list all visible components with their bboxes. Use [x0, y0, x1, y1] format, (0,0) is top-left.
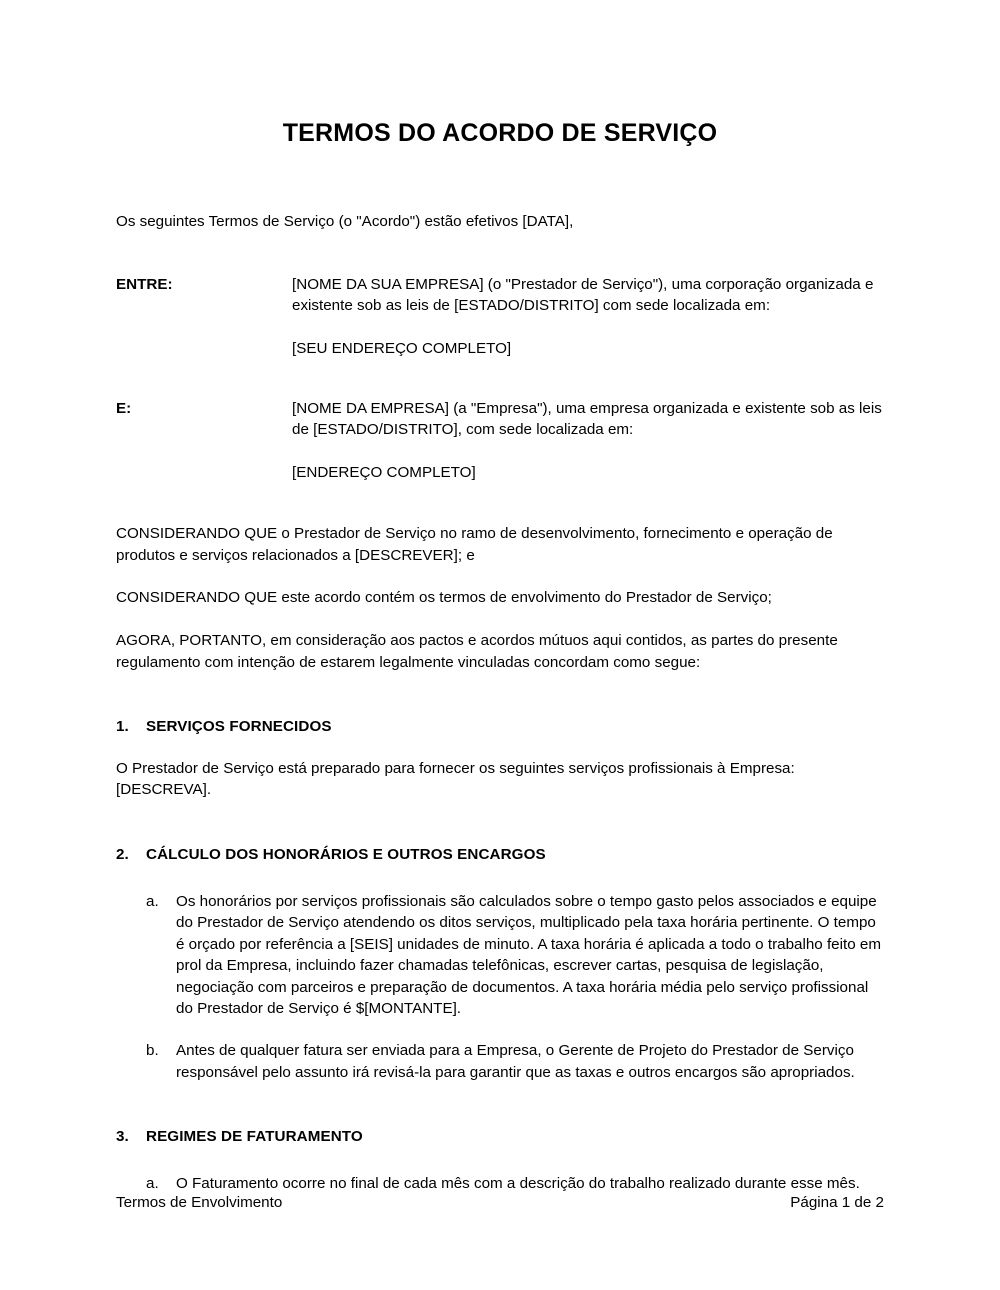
- section-title-1: SERVIÇOS FORNECIDOS: [146, 718, 332, 736]
- spacer: [116, 801, 884, 844]
- list-item: [146, 1040, 884, 1083]
- recital-paragraph-1: CONSIDERANDO QUE o Prestador de Serviço no ramo de desenvolvimento, fornecimento e operação de produtos e serviços relacionados a [DESCREVER]; e: [116, 525, 833, 564]
- list-item-marker: b.: [146, 1041, 159, 1059]
- recital-paragraph-2: CONSIDERANDO QUE este acordo contém os termos de envolvimento do Prestador de Serviço;: [116, 589, 772, 607]
- intro-paragraph: Os seguintes Termos de Serviço (o "Acordo") estão efetivos [DATA],: [116, 213, 574, 231]
- party-body-e: [292, 398, 884, 484]
- spacer: [116, 1020, 884, 1040]
- party-description-e: [NOME DA EMPRESA] (a "Empresa"), uma empresa organizada e existente sob as leis de [ESTADO/DISTRITO], com sede localizada em:: [292, 399, 882, 439]
- section-number-3: 3.: [116, 1128, 129, 1146]
- list-item-marker: a.: [146, 1174, 159, 1192]
- list-item: [146, 891, 884, 1020]
- list-item-text: Antes de qualquer fatura ser enviada para a Empresa, o Gerente de Projeto do Prestador de Serviço responsável pelo assunto irá revisá-la para garantir que as taxas e outros encargos são apropriados.: [176, 1041, 855, 1081]
- party-body-entre: [292, 274, 884, 360]
- spacer: [116, 1148, 884, 1173]
- section-body-1: O Prestador de Serviço está preparado para fornecer os seguintes serviços profissionais à Empresa: [DESCREVA].: [116, 759, 795, 799]
- party-description-entre: [NOME DA SUA EMPRESA] (o "Prestador de Serviço"), uma corporação organizada e existente sob as leis de [ESTADO/DISTRITO] com sede localizada em:: [292, 275, 874, 315]
- page-title: TERMOS DO ACORDO DE SERVIÇO: [282, 119, 718, 147]
- section-number-2: 2.: [116, 845, 129, 863]
- section-heading-3: [116, 1126, 884, 1148]
- section-title-3: REGIMES DE FATURAMENTO: [146, 1128, 363, 1146]
- spacer: [116, 673, 884, 716]
- spacer: [116, 609, 884, 630]
- list-item-text: Os honorários por serviços profissionais são calculados sobre o tempo gasto pelos associados e equipe do Prestador de Serviço atendendo os ditos serviços, multiplicado pela taxa horária pertinente. O tempo é orçado por referência a [SEIS] unidades de minuto. A taxa horária é aplicada a todo o trabalho feito em prol da Empresa, incluindo fazer chamadas telefônicas, escrever cartas, pesquisa de legislação, negociação com parceiros e preparação de documentos. A taxa horária média pelo serviço profissional do Prestador de Serviço é $[MONTANTE].: [176, 892, 881, 1018]
- page-footer: [116, 1192, 884, 1214]
- section-heading-2: [116, 844, 884, 866]
- spacer: [116, 1083, 884, 1126]
- footer-left-text: Termos de Envolvimento: [116, 1194, 283, 1211]
- spacer: [116, 566, 884, 587]
- party-block-entre: [116, 274, 884, 360]
- party-label-entre: ENTRE:: [116, 275, 173, 293]
- document-body: [116, 0, 884, 1194]
- spacer: [116, 360, 884, 398]
- spacer: [116, 483, 884, 523]
- party-label-e: E:: [116, 399, 132, 417]
- list-item-text: O Faturamento ocorre no final de cada mês com a descrição do trabalho realizado durante esse mês.: [176, 1174, 860, 1192]
- spacer: [116, 866, 884, 891]
- party-address-entre: [SEU ENDEREÇO COMPLETO]: [292, 339, 512, 357]
- section-heading-1: [116, 716, 884, 738]
- spacer: [116, 233, 884, 274]
- footer-page-number: Página 1 de 2: [790, 1194, 884, 1211]
- section-title-2: CÁLCULO DOS HONORÁRIOS E OUTROS ENCARGOS: [146, 845, 546, 863]
- spacer: [116, 738, 884, 758]
- party-block-e: [116, 398, 884, 484]
- party-address-e: [ENDEREÇO COMPLETO]: [292, 463, 476, 481]
- list-item-marker: a.: [146, 892, 159, 910]
- section-number-1: 1.: [116, 718, 129, 736]
- recital-paragraph-3: AGORA, PORTANTO, em consideração aos pactos e acordos mútuos aqui contidos, as partes do presente regulamento com intenção de estarem legalmente vinculadas concordam como segue:: [116, 632, 838, 671]
